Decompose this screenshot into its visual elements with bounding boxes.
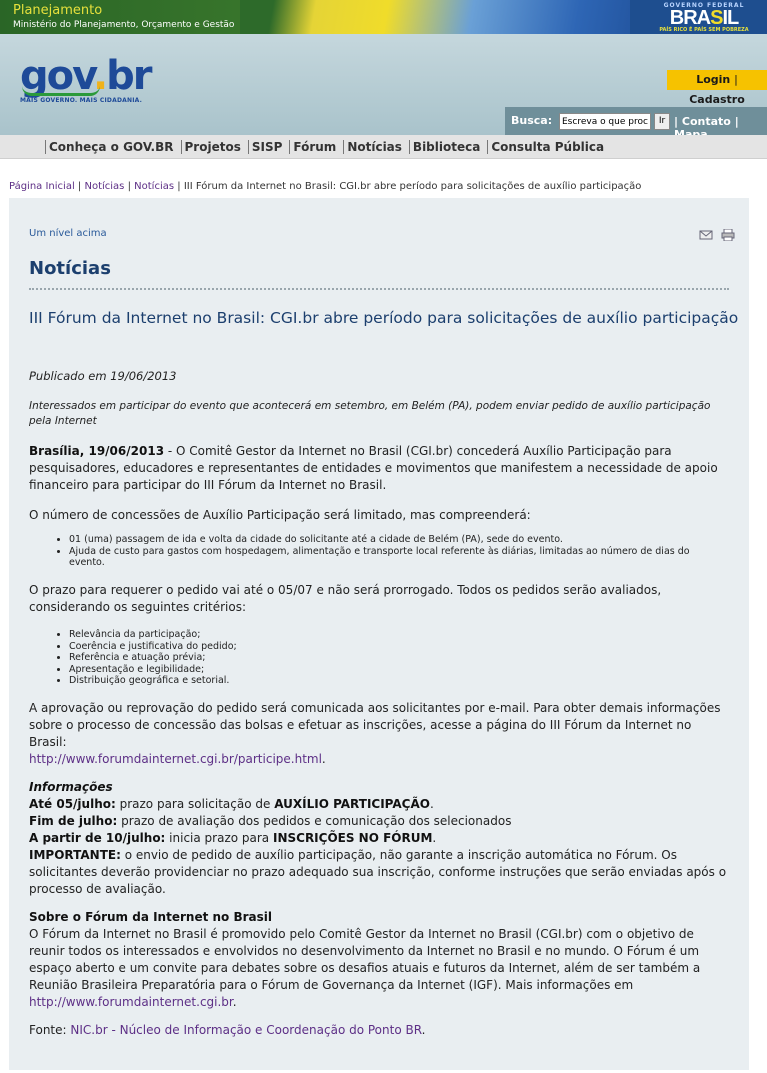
about-title: Sobre o Fórum da Internet no Brasil <box>29 910 272 924</box>
list-item: • Referência e atuação prévia; <box>69 652 715 664</box>
brasil-logo-top: GOVERNO FEDERAL <box>663 2 745 9</box>
published-date: Publicado em 19/06/2013 <box>29 369 177 383</box>
list-item: • Ajuda de custo para gastos com hospedagem, alimentação e transporte local referente às diárias, limitadas ao número de dias do evento. <box>69 546 715 569</box>
page-title: Notícias <box>29 258 111 279</box>
list-item: • Relevância da participação; <box>69 629 715 641</box>
paragraph-4 <box>29 700 729 768</box>
logo-tagline: MAIS GOVERNO. MAIS CIDADANIA. <box>20 97 143 104</box>
main-navigation <box>0 135 767 159</box>
ministry-full-title[interactable]: Ministério do Planejamento, Orçamento e Gestão <box>13 20 235 30</box>
govbr-logo[interactable] <box>20 53 160 116</box>
nav-item-consulta-publica[interactable]: Consulta Pública <box>487 140 605 154</box>
punctuation: . <box>232 995 237 1009</box>
punctuation: . <box>321 752 326 766</box>
register-link[interactable]: Cadastro <box>689 93 745 106</box>
info-text: o envio de pedido de auxílio participação, não garante a inscrição automática no Fórum. Os solicitantes deverão providenciar no prazo adequado sua inscrição, conforme instruções que serão enviadas após o processo de avaliação. <box>29 848 727 896</box>
source-link[interactable]: NIC.br - Núcleo de Informação e Coordenação do Ponto BR <box>70 1023 422 1037</box>
contact-link[interactable]: Contato <box>681 115 731 128</box>
source-line <box>29 1022 729 1039</box>
list-item: • 01 (uma) passagem de ida e volta da cidade do solicitante até a cidade de Belém (PA), sede do evento. <box>69 534 715 546</box>
breadcrumb-news-sub[interactable]: Notícias <box>134 181 175 192</box>
breadcrumb-separator: | <box>127 181 131 192</box>
login-link[interactable]: Login <box>696 73 731 86</box>
title-divider <box>29 288 729 290</box>
breadcrumb-home[interactable]: Página Inicial <box>9 181 75 192</box>
criteria-list <box>55 629 715 687</box>
article-container <box>9 198 749 1070</box>
up-level-link[interactable]: Um nível acima <box>29 228 107 239</box>
punctuation: . <box>432 831 437 845</box>
article-title: III Fórum da Internet no Brasil: CGI.br abre período para solicitações de auxílio participação <box>29 309 739 327</box>
paragraph-1 <box>29 443 729 494</box>
paragraph-4-text: A aprovação ou reprovação do pedido será comunicada aos solicitantes por e-mail. Para obter demais informações sobre o processo de concessão das bolsas e efetuar as inscrições, acesse a página do III Fórum da Internet no Brasil: <box>29 701 721 749</box>
breadcrumb-separator: | <box>77 181 82 192</box>
about-block <box>29 909 729 1011</box>
article-lead: Interessados em participar do evento que acontecerá em setembro, em Belém (PA), podem enviar pedido de auxílio participação pela Internet <box>29 400 711 427</box>
login-box <box>667 70 767 106</box>
list-item: • Apresentação e legibilidade; <box>69 664 715 676</box>
nav-item-biblioteca[interactable]: Biblioteca <box>409 140 481 154</box>
forum-link[interactable]: http://www.forumdainternet.cgi.br <box>29 995 233 1009</box>
print-icon[interactable] <box>721 229 735 241</box>
nav-item-projetos[interactable]: Projetos <box>181 140 242 154</box>
government-top-bar <box>0 0 767 34</box>
paragraph-1-text: - O Comitê Gestor da Internet no Brasil (CGI.br) concederá Auxílio Participação para pesquisadores, educadores e representantes de entidades e movimentos que manifestem a necessidade de apoio financeiro para participar do III Fórum da Internet no Brasil. <box>29 444 718 492</box>
logo-wordmark: gov.br <box>20 53 151 99</box>
punctuation: . <box>421 1023 426 1037</box>
info-date: Fim de julho: <box>29 814 118 828</box>
source-label: Fonte: <box>29 1023 71 1037</box>
participate-link[interactable]: http://www.forumdainternet.cgi.br/participe.html <box>29 752 322 766</box>
nav-item-forum[interactable]: Fórum <box>289 140 337 154</box>
search-bar <box>505 107 767 135</box>
info-block <box>29 779 729 898</box>
breadcrumb-current: III Fórum da Internet no Brasil: CGI.br abre período para solicitações de auxílio participação <box>183 181 642 192</box>
info-text: inicia prazo para <box>165 831 273 845</box>
nav-item-conheca[interactable]: Conheça o GOV.BR <box>45 140 175 154</box>
info-date: A partir de 10/julho: <box>29 831 166 845</box>
utility-separator: | <box>734 115 739 128</box>
search-label: Busca: <box>511 114 553 127</box>
paragraph-2: O número de concessões de Auxílio Participação será limitado, mas compreenderá: <box>29 508 531 522</box>
info-text: prazo de avaliação dos pedidos e comunicação dos selecionados <box>117 814 512 828</box>
breadcrumb-news[interactable]: Notícias <box>84 181 125 192</box>
paragraph-3: O prazo para requerer o pedido vai até o 05/07 e não será prorrogado. Todos os pedidos serão avaliados, considerando os seguintes critérios: <box>29 583 662 614</box>
search-go-button[interactable]: Ir <box>654 113 670 130</box>
list-item: • Coerência e justificativa do pedido; <box>69 641 715 653</box>
benefits-list <box>55 534 715 569</box>
dateline: Brasília, 19/06/2013 <box>29 444 165 458</box>
nav-item-sisp[interactable]: SISP <box>248 140 284 154</box>
brasil-government-logo[interactable] <box>655 2 753 32</box>
govbar-flag-wave <box>240 0 660 34</box>
punctuation: . <box>429 797 434 811</box>
login-separator: | <box>734 73 738 86</box>
info-date: Até 05/julho: <box>29 797 116 811</box>
utility-separator: | <box>674 115 679 128</box>
logo-swoosh-icon <box>22 86 100 96</box>
brasil-logo-motto: PAÍS RICO É PAÍS SEM POBREZA <box>659 27 749 33</box>
brasil-logo-word: BRASIL <box>669 7 739 29</box>
info-important: IMPORTANTE: <box>29 848 121 862</box>
info-text: prazo para solicitação de <box>115 797 275 811</box>
info-title: Informações <box>29 780 113 794</box>
breadcrumb <box>9 181 641 192</box>
nav-item-noticias[interactable]: Notícias <box>343 140 403 154</box>
ministry-short-title[interactable]: Planejamento <box>13 3 103 18</box>
info-highlight: AUXÍLIO PARTICIPAÇÃO <box>274 797 430 811</box>
breadcrumb-separator: | <box>177 181 181 192</box>
info-highlight: INSCRIÇÕES NO FÓRUM <box>272 831 433 845</box>
about-text: O Fórum da Internet no Brasil é promovido pelo Comitê Gestor da Internet no Brasil (CGI.br) com o objetivo de reunir todos os interessados e envolvidos no desenvolvimento da Internet no Brasil e no mundo. O Fórum é um espaço aberto e um convite para debates sobre os desafios atuais e futuros da Internet, além de ser também a Reunião Brasileira Preparatória para o Fórum de Governança da Internet (IGF). Mais informações em <box>29 927 701 992</box>
email-icon[interactable] <box>699 229 713 241</box>
search-input[interactable] <box>559 113 651 130</box>
list-item: • Distribuição geográfica e setorial. <box>69 675 715 687</box>
article-tools <box>695 228 735 241</box>
